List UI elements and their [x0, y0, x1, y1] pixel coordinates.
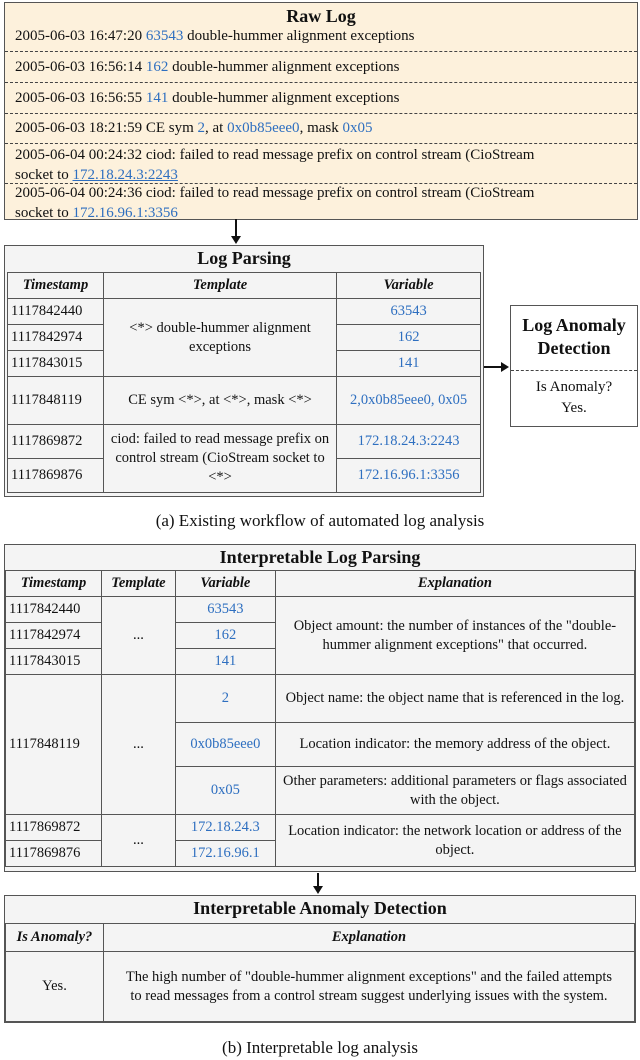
column-header: Variable [175, 571, 275, 597]
column-header: Explanation [275, 571, 634, 597]
variable-cell: 2,0x0b85eee0, 0x05 [337, 377, 481, 425]
template-cell: CE sym <*>, at <*>, mask <*> [103, 377, 336, 425]
explanation-cell: Location indicator: the network location or address of the object. [275, 815, 634, 867]
anomaly-answer: Yes. [561, 400, 587, 416]
divider [5, 113, 637, 114]
divider [5, 82, 637, 83]
variable-cell: 172.16.96.1 [175, 841, 275, 867]
timestamp-cell: 1117843015 [8, 351, 104, 377]
timestamp-cell: 1117848119 [6, 675, 102, 815]
variable-cell: 63543 [175, 597, 275, 623]
arrow-head [313, 886, 323, 894]
variable-cell: 172.18.24.3 [175, 815, 275, 841]
column-header: Timestamp [8, 273, 104, 299]
explanation-cell: Object amount: the number of instances of the "double-hummer alignment exceptions" that occurred. [275, 597, 634, 675]
caption-a: (a) Existing workflow of automated log analysis [155, 511, 485, 530]
arrow-head [231, 236, 241, 244]
variable-cell: 141 [337, 351, 481, 377]
anomaly-answer-cell: Yes. [6, 952, 104, 1022]
template-cell: ... [101, 815, 175, 867]
caption-b: (b) Interpretable log analysis [222, 1038, 418, 1057]
variable-cell: 0x0b85eee0 [175, 723, 275, 767]
column-header: Template [101, 571, 175, 597]
column-header: Is Anomaly? [6, 924, 104, 952]
timestamp-cell: 1117842440 [6, 597, 102, 623]
interpretable-parsing-table [5, 570, 635, 867]
timestamp-cell: 1117843015 [6, 649, 102, 675]
variable-cell: 162 [337, 325, 481, 351]
log-line: 2005-06-03 16:47:20 63543 double-hummer alignment exceptions [15, 28, 415, 44]
timestamp-cell: 1117869876 [6, 841, 102, 867]
log-parsing-title: Log Parsing [197, 248, 291, 268]
template-cell: ... [101, 675, 175, 815]
flow-arrow [235, 219, 237, 237]
anomaly-detection-title: Log Anomaly Detection [522, 315, 626, 358]
flow-arrow [317, 873, 319, 887]
column-header: Explanation [103, 924, 634, 952]
timestamp-cell: 1117869872 [8, 425, 104, 459]
arrow-head [501, 362, 509, 372]
timestamp-cell: 1117869872 [6, 815, 102, 841]
explanation-cell: Location indicator: the memory address of the object. [275, 723, 634, 767]
variable-cell: 162 [175, 623, 275, 649]
column-header: Variable [337, 273, 481, 299]
column-header: Timestamp [6, 571, 102, 597]
variable-cell: 141 [175, 649, 275, 675]
timestamp-cell: 1117842440 [8, 299, 104, 325]
log-line: 2005-06-03 16:56:14 162 double-hummer alignment exceptions [15, 59, 400, 75]
explanation-cell: Object name: the object name that is referenced in the log. [275, 675, 634, 723]
divider [5, 143, 637, 144]
timestamp-cell: 1117869876 [8, 459, 104, 493]
raw-log-panel [4, 2, 638, 220]
raw-log-title: Raw Log [286, 6, 356, 26]
variable-cell: 172.18.24.3:2243 [337, 425, 481, 459]
variable-cell: 63543 [337, 299, 481, 325]
log-line: 2005-06-03 18:21:59 CE sym 2, at 0x0b85eee0, mask 0x05 [15, 120, 373, 136]
variable-cell: 0x05 [175, 767, 275, 815]
interpretable-anomaly-table [5, 923, 635, 1022]
divider [511, 370, 637, 371]
log-line: 2005-06-03 16:56:55 141 double-hummer alignment exceptions [15, 90, 400, 106]
timestamp-cell: 1117842974 [6, 623, 102, 649]
timestamp-cell: 1117848119 [8, 377, 104, 425]
template-cell: ciod: failed to read message prefix on control stream (CioStream socket to <*> [103, 425, 336, 493]
log-line: 2005-06-04 00:24:32 ciod: failed to read message prefix on control stream (CioStream socket to 172.18.24.3:2243 [15, 147, 535, 183]
interpretable-anomaly-title: Interpretable Anomaly Detection [193, 898, 447, 918]
log-parsing-table [7, 272, 481, 493]
divider [5, 51, 637, 52]
explanation-cell: The high number of "double-hummer alignment exceptions" and the failed attempts to read messages from a control stream suggest underlying issues with the system. [103, 952, 634, 1022]
column-header: Template [103, 273, 336, 299]
timestamp-cell: 1117842974 [8, 325, 104, 351]
log-line: 2005-06-04 00:24:36 ciod: failed to read message prefix on control stream (CioStream socket to 172.16.96.1:3356 [15, 185, 535, 221]
log-anomaly-detection-panel [510, 305, 638, 427]
variable-cell: 172.16.96.1:3356 [337, 459, 481, 493]
explanation-cell: Other parameters: additional parameters or flags associated with the object. [275, 767, 634, 815]
template-cell: ... [101, 597, 175, 675]
flow-arrow [484, 366, 502, 368]
template-cell: <*> double-hummer alignment exceptions [103, 299, 336, 377]
interpretable-parsing-title: Interpretable Log Parsing [219, 547, 421, 567]
variable-cell: 2 [175, 675, 275, 723]
anomaly-question: Is Anomaly? [535, 379, 613, 395]
